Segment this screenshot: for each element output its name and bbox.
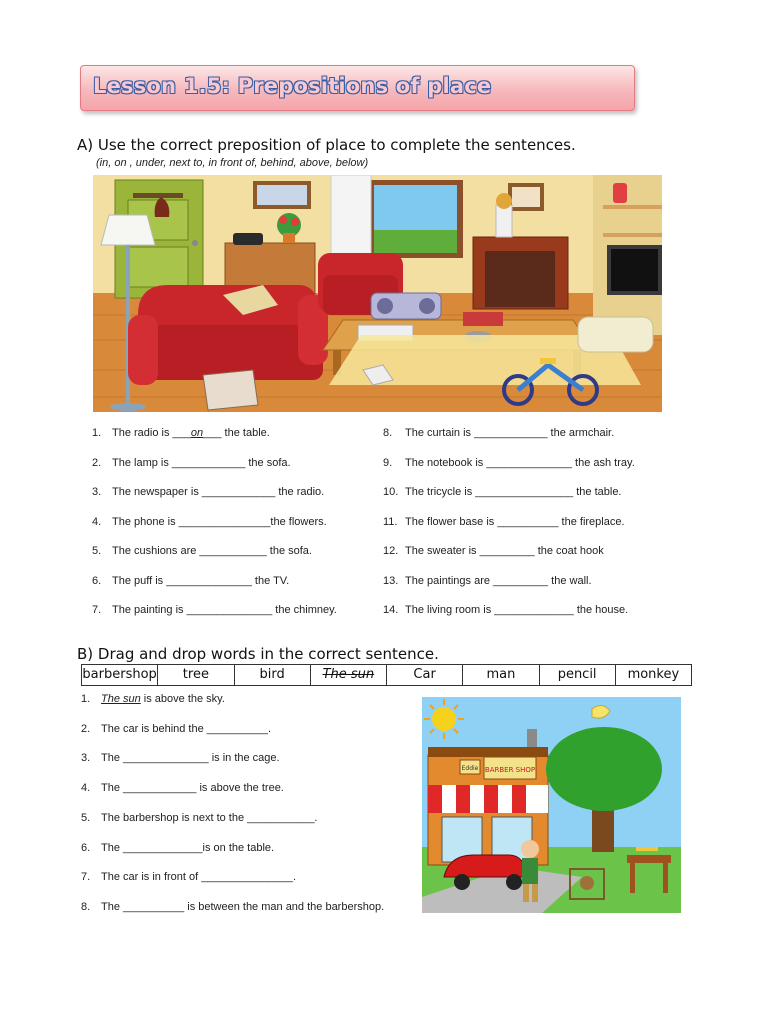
exercise-a-sentence: 13. The paintings are _________ the wall. — [383, 574, 592, 587]
exercise-a-sentence: 12. The sweater is _________ the coat hook — [383, 545, 604, 557]
exercise-b-sentence: 2. The car is behind the __________. — [81, 722, 272, 735]
exercise-a-sentence: 2. The lamp is ____________ the sofa. — [92, 456, 291, 469]
section-b-heading: B) Drag and drop words in the correct sentence. — [77, 645, 439, 663]
word-bank — [81, 664, 692, 686]
preposition-hint: (in, on , under, next to, in front of, behind, above, below) — [96, 157, 369, 169]
exercise-b-sentence: 8. The __________ is between the man and the barbershop. — [81, 900, 385, 913]
answer-blank[interactable]: on — [190, 427, 204, 439]
exercise-a-sentence: 14. The living room is _____________ the house. — [383, 604, 629, 616]
living-room-illustration — [93, 175, 662, 412]
sun-icon — [424, 699, 464, 739]
svg-text:BARBER SHOP: BARBER SHOP — [484, 766, 536, 774]
exercise-a-sentence: 7. The painting is ______________ the chimney. — [92, 604, 337, 616]
word-bank-item[interactable]: pencil — [540, 665, 616, 685]
word-bank-item[interactable]: Car — [387, 665, 463, 685]
exercise-b-sentence: 4. The ____________ is above the tree. — [81, 782, 284, 795]
exercise-a-sentence: 1. The radio is ___on___ the table. — [92, 427, 270, 439]
lesson-title-banner — [80, 65, 635, 111]
word-bank-item[interactable]: man — [463, 665, 539, 685]
section-a-heading: A) Use the correct preposition of place to complete the sentences. — [77, 136, 576, 154]
exercise-b-sentence: 3. The ______________ is in the cage. — [81, 752, 280, 765]
word-bank-item[interactable]: tree — [158, 665, 234, 685]
exercise-a-sentence: 9. The notebook is ______________ the ash tray. — [383, 456, 635, 469]
exercise-b-sentence: 7. The car is in front of _______________. — [81, 871, 297, 884]
answer-blank[interactable]: The sun — [101, 693, 141, 705]
exercise-b-sentence: 6. The _____________is on the table. — [81, 841, 275, 854]
exercise-a-sentence: 8. The curtain is ____________ the armchair. — [383, 427, 615, 439]
exercise-a-sentence: 4. The phone is _______________the flowers. — [92, 515, 327, 528]
exercise-a-sentence: 3. The newspaper is ____________ the radio. — [92, 486, 325, 498]
exercise-a-sentence: 6. The puff is ______________ the TV. — [92, 574, 290, 587]
word-bank-item[interactable]: monkey — [627, 667, 680, 682]
pencil-icon — [636, 847, 658, 851]
exercise-a-sentence: 5. The cushions are ___________ the sofa. — [92, 545, 312, 557]
word-bank-item[interactable]: The sun — [311, 665, 387, 685]
word-bank-item[interactable]: barbershop — [82, 665, 158, 685]
exercise-a-sentence: 10. The tricycle is ________________ the table. — [383, 486, 622, 498]
exercise-a-sentence: 11. The flower base is __________ the fireplace. — [383, 515, 625, 528]
word-bank-item[interactable]: bird — [235, 665, 311, 685]
lesson-title: Lesson 1.5: Prepositions of place — [93, 74, 492, 98]
exercise-b-sentence: 5. The barbershop is next to the ___________. — [81, 811, 318, 824]
svg-text:Eddie: Eddie — [461, 765, 479, 772]
barbershop-illustration — [422, 697, 681, 913]
exercise-b-sentence: 1. The sun is above the sky. — [81, 693, 225, 705]
monkey-icon — [580, 876, 594, 890]
